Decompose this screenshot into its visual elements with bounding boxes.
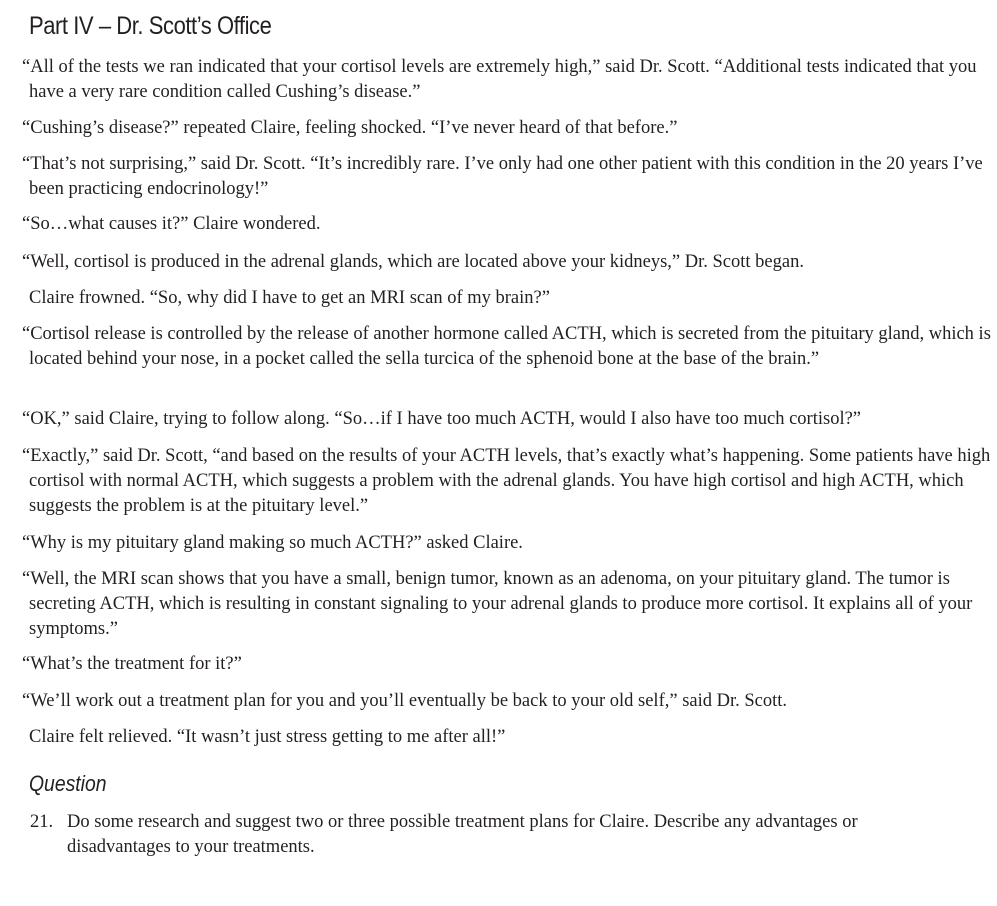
- paragraph: “All of the tests we ran indicated that your cortisol levels are extremely high,” said Dr. Scott. “Additional tests indicated that you have a very rare condition called Cushing’s disease.”: [22, 57, 977, 102]
- paragraph: “Exactly,” said Dr. Scott, “and based on the results of your ACTH levels, that’s exactly what’s happening. Some patients have high cortisol with normal ACTH, which suggests a problem with the adrenal glands. You have high cortisol and high ACTH, which suggests the problem is at the pituitary level.”: [22, 446, 991, 516]
- paragraph: Claire frowned. “So, why did I have to get an MRI scan of my brain?”: [29, 288, 550, 308]
- paragraph: “Cushing’s disease?” repeated Claire, feeling shocked. “I’ve never heard of that before.”: [22, 118, 678, 138]
- page-title: Part IV – Dr. Scott’s Office: [29, 12, 272, 40]
- question-heading: Question: [29, 771, 107, 796]
- paragraph: “Well, cortisol is produced in the adrenal glands, which are located above your kidneys,” Dr. Scott began.: [22, 252, 804, 272]
- paragraph: “OK,” said Claire, trying to follow along. “So…if I have too much ACTH, would I also have too much cortisol?”: [22, 409, 862, 429]
- question-number: 21.: [30, 812, 54, 832]
- paragraph: “What’s the treatment for it?”: [22, 654, 242, 674]
- paragraph: “Well, the MRI scan shows that you have a small, benign tumor, known as an adenoma, on your pituitary gland. The tumor is secreting ACTH, which is resulting in constant signaling to your adrenal glands to produce more cortisol. It explains all of your symptoms.”: [22, 569, 973, 639]
- paragraph: “We’ll work out a treatment plan for you and you’ll eventually be back to your old self,” said Dr. Scott.: [22, 691, 788, 711]
- question-text: Do some research and suggest two or three possible treatment plans for Claire. Describe any advantages or disadvantages to your treatments.: [67, 812, 858, 857]
- paragraph: “That’s not surprising,” said Dr. Scott. “It’s incredibly rare. I’ve only had one other patient with this condition in the 20 years I’ve been practicing endocrinology!”: [22, 154, 983, 199]
- paragraph: “Why is my pituitary gland making so much ACTH?” asked Claire.: [22, 533, 523, 553]
- paragraph: Claire felt relieved. “It wasn’t just stress getting to me after all!”: [29, 727, 506, 747]
- paragraph: “So…what causes it?” Claire wondered.: [22, 214, 321, 234]
- paragraph: “Cortisol release is controlled by the release of another hormone called ACTH, which is secreted from the pituitary gland, which is located behind your nose, in a pocket called the sella turcica of the sphenoid bone at the base of the brain.”: [22, 324, 991, 369]
- question-item: [30, 810, 930, 860]
